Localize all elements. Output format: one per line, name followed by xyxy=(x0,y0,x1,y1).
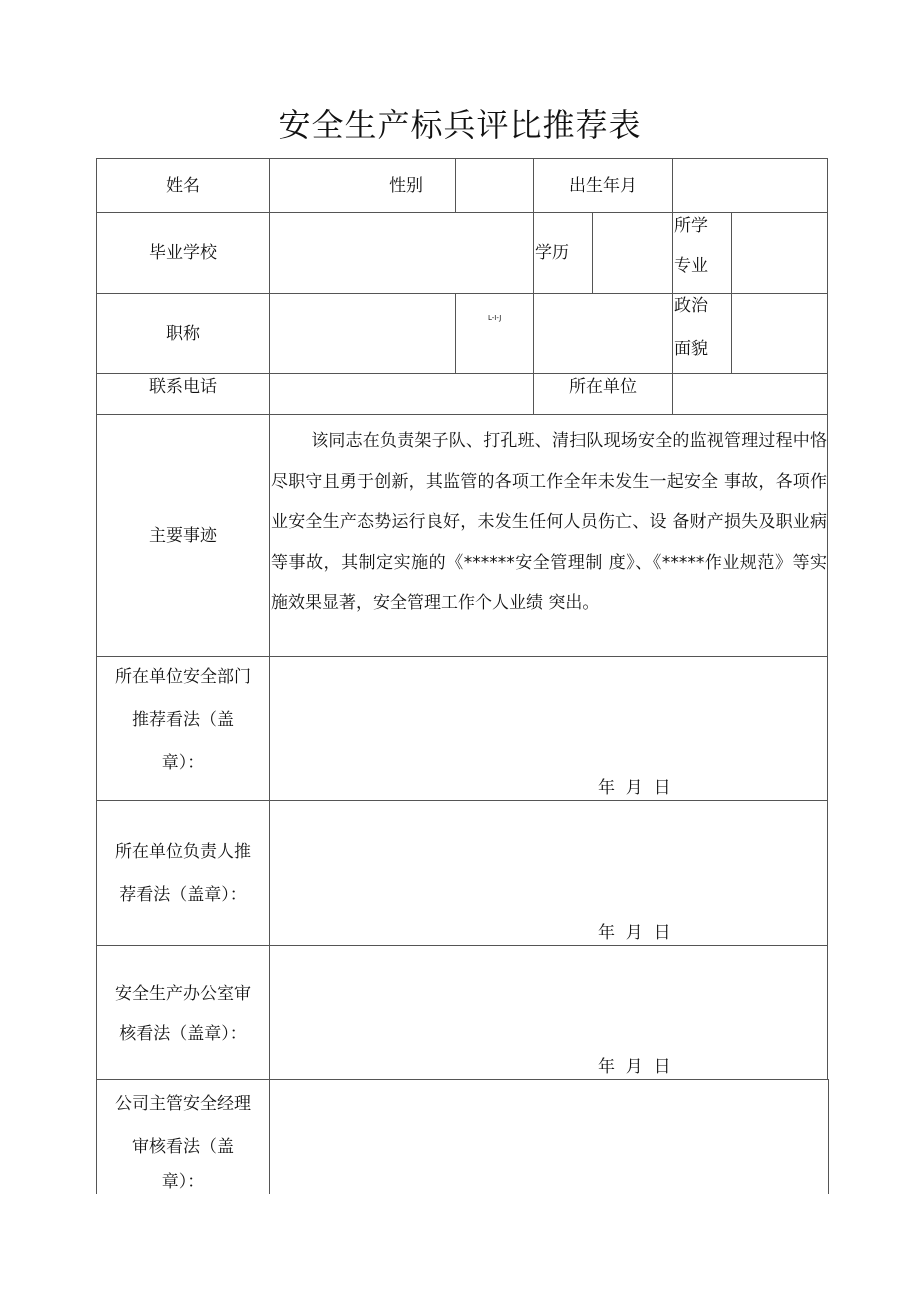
major-label-line1: 所学 xyxy=(674,216,708,236)
major-label-line2: 专业 xyxy=(674,256,708,276)
table-border xyxy=(533,158,534,414)
deeds-text: 该同志在负责架子队、打孔班、清扫队现场安全的监视管理过程中恪尽职守且勇于创新，其监管的各项工作全年未发生一起安全 事故，各项作业安全生产态势运行良好，未发生任何人员伤亡、设 备财产损失及职业病等事故，其制定实施的《******安全管理制 度》、《*****作业规范》等实施效果显著，安全管理工作个人业绩 突出。 xyxy=(271,431,827,613)
gender-label: 性别 xyxy=(389,176,423,196)
page-title: 安全生产标兵评比推荐表 xyxy=(278,106,642,144)
table-border xyxy=(672,212,673,414)
deeds-label: 主要事迹 xyxy=(149,526,217,546)
dept-label-line2: 推荐看法（盖 xyxy=(132,710,234,730)
political-label-line1: 政治 xyxy=(674,296,708,316)
manager-label-line1: 公司主管安全经理 xyxy=(115,1094,251,1114)
stray-mark: L-I-J xyxy=(488,314,502,322)
phone-label: 联系电话 xyxy=(149,377,217,397)
dept-label-line3: 章）： xyxy=(161,753,205,773)
leader-date: 年 月 日 xyxy=(598,923,671,943)
office-label-line1: 安全生产办公室审 xyxy=(115,984,251,1004)
birth-label: 出生年月 xyxy=(569,176,637,196)
education-label: 学历 xyxy=(535,243,569,263)
table-border xyxy=(592,212,593,293)
table-border xyxy=(672,158,673,212)
manager-label-line3: 章）： xyxy=(161,1172,205,1192)
manager-label-line2: 审核看法（盖 xyxy=(132,1137,234,1157)
dept-date: 年 月 日 xyxy=(598,778,671,798)
name-label: 姓名 xyxy=(166,176,200,196)
table-border xyxy=(96,414,828,415)
leader-label-line1: 所在单位负责人推 xyxy=(115,842,251,862)
office-date: 年 月 日 xyxy=(598,1057,671,1077)
dept-label-line1: 所在单位安全部门 xyxy=(115,667,251,687)
table-border xyxy=(96,945,828,946)
school-label: 毕业学校 xyxy=(149,243,217,263)
table-border xyxy=(96,293,828,294)
office-label-line2: 核看法（盖章）： xyxy=(119,1024,247,1044)
table-border xyxy=(269,158,270,1194)
table-border xyxy=(96,656,828,657)
table-border xyxy=(96,1079,829,1080)
table-border xyxy=(455,293,456,373)
table-border xyxy=(96,373,828,374)
unit-label: 所在单位 xyxy=(569,377,637,397)
table-border xyxy=(731,212,732,373)
political-label-line2: 面貌 xyxy=(674,339,708,359)
table-border xyxy=(455,158,456,212)
table-border xyxy=(828,1079,829,1194)
table-border xyxy=(96,212,828,213)
table-border xyxy=(96,800,828,801)
table-border xyxy=(96,158,828,159)
title-label: 职称 xyxy=(166,324,200,344)
leader-label-line2: 荐看法（盖章）： xyxy=(119,885,247,905)
table-border xyxy=(827,158,828,1079)
